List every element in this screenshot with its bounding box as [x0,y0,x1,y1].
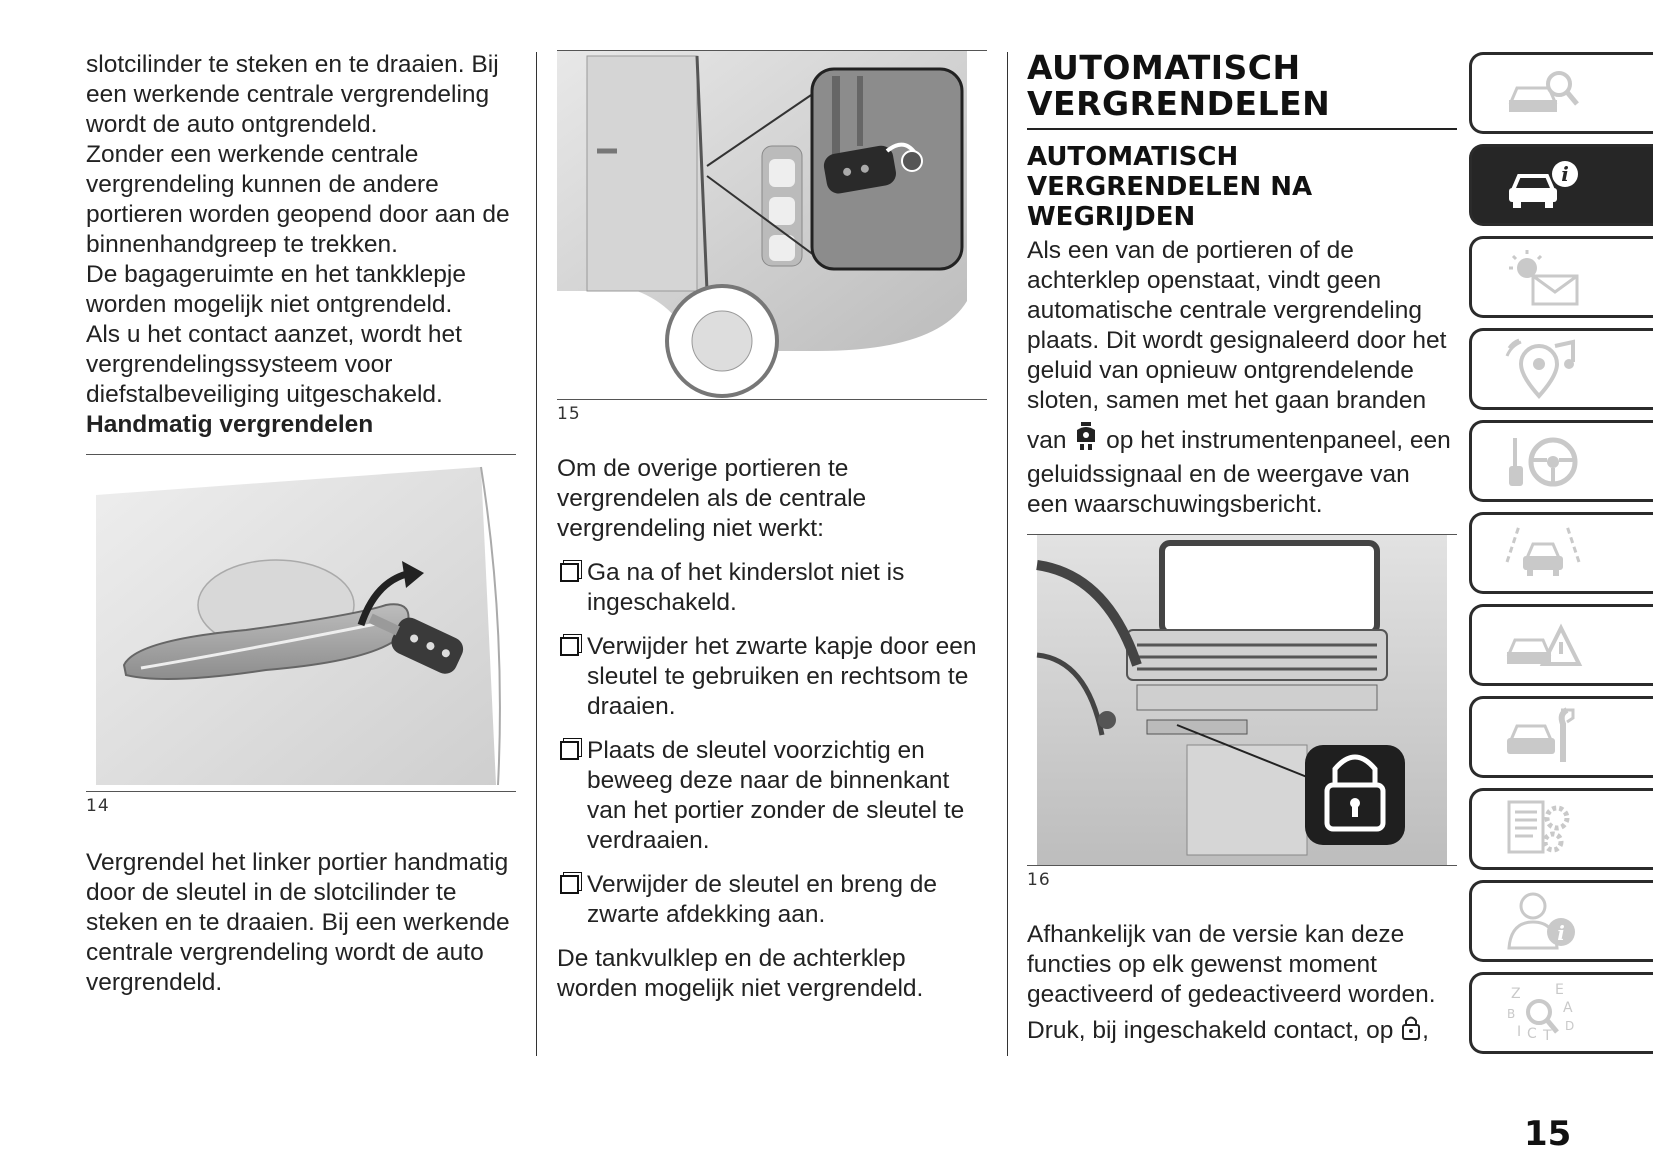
car-wrench-icon [1503,706,1583,768]
section-heading: AUTOMATISCH VERGRENDELEN [1027,48,1331,123]
svg-text:Z: Z [1510,986,1521,1002]
list-item: Verwijder het zwarte kapje door een sleutel te gebruiken en rechtsom te draaien. [557,632,987,722]
instruction-list [557,558,987,930]
subsection-heading: AUTOMATISCH VERGRENDELEN NA WEGRIJDEN [1027,142,1313,232]
car-lanes-icon [1503,522,1583,584]
door-handle-key-illustration [86,455,516,791]
column-2 [557,50,987,1004]
column-divider-2 [1007,52,1008,1056]
checkbox-bullet-icon [560,637,579,656]
checkbox-bullet-icon [560,563,579,582]
tab-car-info[interactable] [1469,144,1653,226]
media-navigation-icon [1503,338,1583,400]
warning-light-message-icon [1503,246,1583,308]
figure-16 [1027,534,1457,890]
figure-15 [557,50,987,424]
paragraph: slotcilinder te steken en te draaien. Bij een werkende centrale vergrendeling wordt de auto ontgrendeld. [86,51,499,138]
figure-number: 14 [86,796,110,816]
list-item: Verwijder de sleutel en breng de zwarte afdekking aan. [557,870,987,930]
paragraph: Zonder een werkende centrale vergrendeling kunnen de andere portieren worden geopend door aan de binnenhandgreep te trekken. [86,141,510,258]
car-info-icon [1503,154,1583,216]
svg-text:A: A [1562,1000,1573,1016]
svg-text:T: T [1542,1028,1552,1044]
heading-rule [1027,128,1457,130]
svg-text:i: i [1560,162,1569,186]
svg-text:B: B [1506,1007,1515,1021]
car-search-icon [1503,62,1583,124]
steering-wheel-icon [1503,430,1583,492]
checkbox-bullet-icon [560,741,579,760]
subheading-manual-locking: Handmatig vergrendelen [86,411,374,438]
column-1 [86,50,516,998]
tab-emergency[interactable] [1469,604,1653,686]
figure-14 [86,454,516,816]
svg-text:I: I [1516,1024,1521,1040]
paragraph: Afhankelijk van de versie kan deze functies op elk gewenst moment geactiveerd of gedeactiveerd worden. [1027,921,1436,1008]
tab-media-navigation[interactable] [1469,328,1653,410]
tab-maintenance[interactable] [1469,696,1653,778]
tab-car-search[interactable] [1469,52,1653,134]
lock-icon [1400,1014,1422,1050]
figure-number: 16 [1027,870,1051,890]
page-number: 15 [1524,1114,1572,1154]
svg-text:E: E [1554,982,1564,998]
paragraph: Vergrendel het linker portier handmatig door de sleutel in de slotcilinder te steken en te draaien. Bij een werkende centrale vergrendeling wordt de auto vergrendeld. [86,849,510,996]
svg-text:C: C [1526,1026,1537,1042]
list-item: Ga na of het kinderslot niet is ingeschakeld. [557,558,987,618]
alphabetical-index-icon [1503,982,1583,1044]
figure-number: 15 [557,404,581,424]
tab-technical-data[interactable] [1469,788,1653,870]
paragraph: Als een van de portieren of de achterklep openstaat, vindt geen automatische centrale vergrendeling plaats. Dit wordt gesignaleerd door het geluid van opnieuw ontgrendelende sloten, samen met het gaan branden [1027,237,1447,414]
list-item: Plaats de sleutel voorzichtig en beweeg deze naar de binnenkant van het portier zonder de sleutel te verdraaien. [557,736,987,856]
tab-multimedia-info[interactable] [1469,880,1653,962]
column-3 [1027,50,1457,1050]
tab-index[interactable] [1469,972,1653,1054]
svg-text:i: i [1556,921,1565,945]
dashboard-lock-button-illustration [1027,535,1457,865]
paragraph: van op het instrumentenpaneel, een geluidssignaal en de weergave van een waarschuwingsbericht. [1027,420,1457,520]
svg-text:D: D [1564,1019,1574,1033]
specs-gear-icon [1503,798,1583,860]
tab-driver-assistance[interactable] [1469,512,1653,594]
paragraph: Om de overige portieren te vergrendelen als de centrale vergrendeling niet werkt: [557,455,867,542]
car-warning-triangle-icon [1503,614,1583,676]
person-info-icon [1503,890,1583,952]
tab-warning-lights[interactable] [1469,236,1653,318]
paragraph: Als u het contact aanzet, wordt het vergrendelingssysteem voor diefstalbeveiliging uitgeschakeld. [86,321,462,408]
column-divider-1 [536,52,537,1056]
rear-van-lock-illustration [557,51,987,399]
tab-steering[interactable] [1469,420,1653,502]
paragraph: De bagageruimte en het tankklepje worden mogelijk niet ontgrendeld. [86,261,467,318]
paragraph: Druk, bij ingeschakeld contact, op , [1027,1014,1457,1050]
paragraph: De tankvulklep en de achterklep worden mogelijk niet vergrendeld. [557,945,924,1002]
door-open-warning-icon [1073,420,1099,460]
checkbox-bullet-icon [560,875,579,894]
